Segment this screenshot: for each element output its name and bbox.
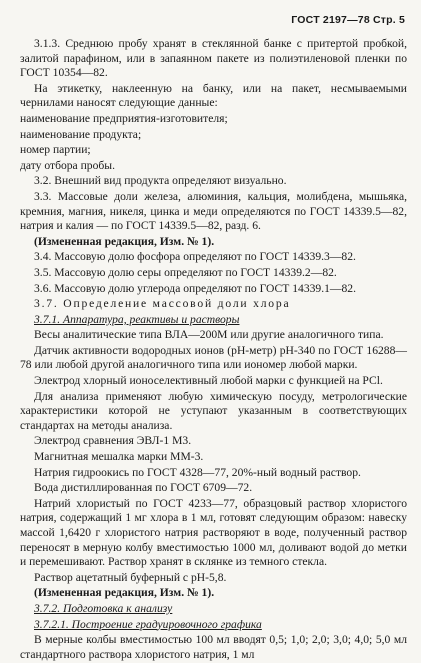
paragraph: 3.6. Массовую долю углерода определяют по ГОСТ 14339.1—82.	[34, 281, 356, 295]
paragraph: 3.2. Внешний вид продукта определяют визуально.	[34, 174, 287, 188]
paragraph: На этикетку, наклеенную на банку, или на пакет, несмываемыми чернилами наносят следующие данные:	[20, 81, 407, 110]
paragraph: 3.3. Массовые доли железа, алюминия, кальция, молибдена, мышьяка, кремния, магния, никеля, цинка и меди определяются по ГОСТ 14339.5—82, натрия и калия — по ГОСТ 14339.5—82, разд. 6.	[20, 189, 407, 233]
subsection-heading: 3.7.2.1. Построение градуировочного графика	[34, 617, 262, 631]
paragraph: Магнитная мешалка марки ММ-3.	[34, 450, 204, 464]
subsection-heading: 3.7.2. Подготовка к анализу	[34, 601, 173, 615]
list-item: наименование продукта;	[20, 127, 142, 141]
list-item: номер партии;	[20, 143, 91, 157]
page-header: ГОСТ 2197—78 Стр. 5	[291, 14, 405, 26]
list-item: дату отбора пробы.	[20, 158, 115, 172]
paragraph: Вода дистиллированная по ГОСТ 6709—72.	[34, 481, 253, 495]
paragraph: В мерные колбы вместимостью 100 мл вводят 0,5; 1,0; 2,0; 3,0; 4,0; 5,0 мл стандартного раствора хлористого натрия, 1 мл	[20, 633, 407, 661]
paragraph: Весы аналитические типа ВЛА—200М или другие аналогичного типа.	[34, 328, 384, 342]
revision-note: (Измененная редакция, Изм. № 1).	[34, 234, 215, 248]
subsection-heading: 3.7.1. Аппаратура, реактивы и растворы	[34, 312, 240, 326]
paragraph: 3.5. Массовую долю серы определяют по ГОСТ 14339.2—82.	[34, 265, 337, 279]
paragraph: Натрий хлористый по ГОСТ 4233—77, образцовый раствор хлористого натрия, содержащий 1 мг хлора в 1 мл, готовят следующим образом: навеску массой 1,6420 г хлористого натрия растворяют в воде, полученный раствор переносят в мерную колбу вместимостью 1000 мл, доливают водой до метки и перемешивают. Раствор хранят в склянке из темного стекла.	[20, 496, 407, 569]
paragraph: Электрод хлорный ионоселективный любой марки с функцией на РСl.	[34, 374, 383, 388]
paragraph: Натрия гидроокись по ГОСТ 4328—77, 20%-ный водный раствор.	[34, 465, 361, 479]
revision-note: (Измененная редакция, Изм. № 1).	[34, 586, 215, 600]
paragraph: 3.4. Массовую долю фосфора определяют по ГОСТ 14339.3—82.	[34, 250, 356, 264]
paragraph: Датчик активности водородных ионов (pH-метр) pH-340 по ГОСТ 16288—78 или любой другой аналогичного типа или иономер любой марки.	[20, 343, 407, 372]
paragraph: Электрод сравнения ЭВЛ-1 М3.	[34, 434, 192, 448]
paragraph: 3.1.3. Среднюю пробу хранят в стеклянной банке с притертой пробкой, залитой парафином, или в запаянном пакете из полиэтиленовой пленки по ГОСТ 10354—82.	[20, 37, 407, 80]
section-heading: 3.7. Определение массовой доли хлора	[34, 297, 291, 311]
paragraph: Раствор ацетатный буферный с pH-5,8.	[34, 570, 227, 584]
list-item: наименование предприятия-изготовителя;	[20, 111, 228, 125]
document-body	[20, 37, 407, 663]
paragraph: Для анализа применяют любую химическую посуду, метрологические характеристики которой не уступают указанным в соответствующих стандартах на методы анализа.	[20, 389, 407, 432]
